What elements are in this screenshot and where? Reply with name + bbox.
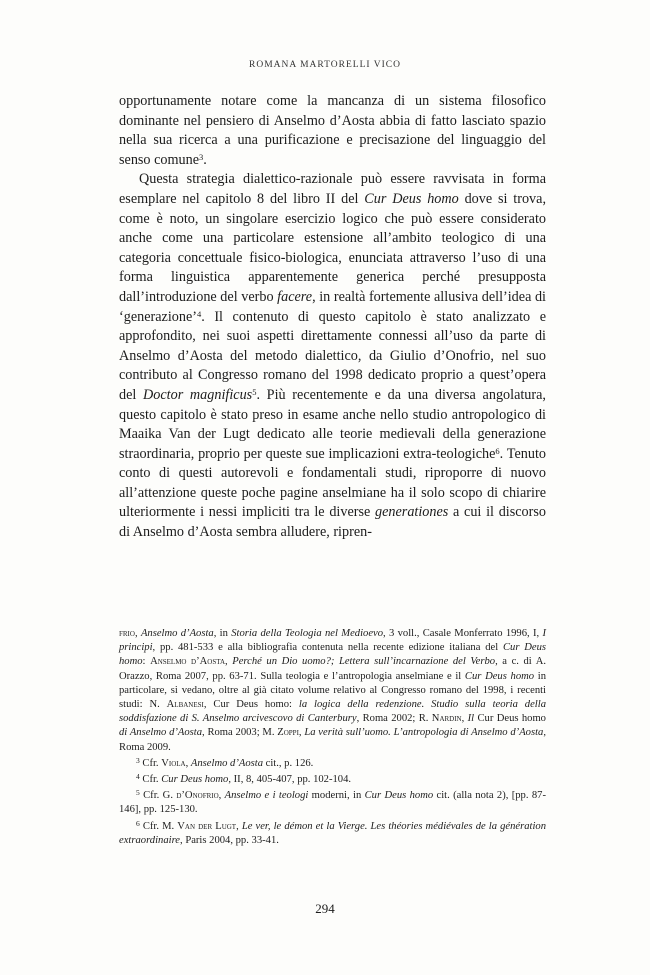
text-run: . Il contenuto di questo capitolo è stato analizzato e approfondito, nei suoi aspetti direttamente connessi all’uso da parte di Anselmo d’Aosta del metodo dialettico, da Giulio d’Onofrio, nel suo contributo al Congresso romano del 1998 dedicato proprio a quest’opera del bbox=[119, 308, 546, 403]
text-run: Cfr. M. bbox=[139, 820, 178, 832]
text-run: cit., p. 126. bbox=[263, 757, 314, 769]
italic-term: facere bbox=[277, 288, 313, 305]
running-header: ROMANA MARTORELLI VICO bbox=[249, 60, 401, 70]
text-run: a cui il discorso di Anselmo d’Aosta sembra alludere, ripren- bbox=[119, 504, 546, 541]
italic-title: di Anselmo d’Aosta bbox=[119, 727, 203, 739]
italic-title: Doctor magnificus bbox=[143, 386, 253, 403]
text-run: Cfr. bbox=[139, 757, 162, 769]
text-run: , bbox=[225, 656, 233, 668]
italic-title: la logica della redenzione. Studio sulla teoria della soddisfazione di S. Anselmo arcivescovo di Canterbury bbox=[119, 699, 546, 725]
italic-title: Cur Deus homo bbox=[119, 642, 546, 668]
italic-term: generationes bbox=[375, 504, 449, 521]
footnote-4 bbox=[119, 773, 546, 787]
page-number: 294 bbox=[315, 901, 335, 916]
text-run: , 3 voll., Casale Monferrato 1996, I, bbox=[383, 628, 543, 639]
text-run: , Roma 2003; M. bbox=[202, 727, 278, 739]
author-name: Viola bbox=[161, 757, 186, 769]
author-name: Anselmo d’Aosta bbox=[150, 656, 226, 668]
text-run: , Cur Deus homo: bbox=[203, 699, 299, 711]
text-run: , in bbox=[213, 628, 232, 639]
footnote-ref-4[interactable]: 4 bbox=[196, 308, 202, 319]
text-run: , Paris 2004, pp. 33-41. bbox=[180, 834, 279, 846]
italic-title: Anselmo e i teologi bbox=[224, 790, 309, 802]
footnote-6 bbox=[119, 820, 546, 848]
text-run: , a c. di A. Orazzo, Roma 2007, pp. 63-71. Sulla teologia e l’antropologia anselmiane e il bbox=[119, 656, 547, 682]
italic-title: Cur Deus homo bbox=[364, 790, 434, 802]
italic-title: Perché un Dio uomo?; Lettera sull’incarnazione del Verbo bbox=[232, 656, 496, 668]
text-run: , II, 8, 405-407, pp. 102-104. bbox=[228, 774, 352, 786]
italic-title: I principi bbox=[119, 628, 547, 654]
text-run: , bbox=[218, 790, 225, 802]
author-name: Albanesi bbox=[166, 699, 204, 711]
italic-title: Cur Deus homo bbox=[161, 774, 229, 786]
footnote-ref-3[interactable]: 3 bbox=[199, 151, 204, 162]
text-run: in particolare, si vedano, oltre al già citato volume relativo al Congresso romano del 1998, i recenti studi: N. bbox=[119, 670, 546, 711]
italic-title: Anselmo d’Aosta bbox=[190, 757, 263, 769]
author-name: Van der Lugt bbox=[177, 820, 237, 832]
footnote-number: 4 bbox=[136, 772, 140, 782]
author-name: d’Onofrio bbox=[176, 790, 219, 802]
text-run: , bbox=[236, 820, 242, 832]
text-run: Cfr. G. bbox=[139, 790, 177, 802]
italic-title: Storia della Teologia nel Medioevo bbox=[231, 628, 384, 639]
italic-title: Cur Deus homo bbox=[464, 670, 535, 682]
text-run: , Roma 2009. bbox=[119, 727, 546, 753]
text-run: opportunamente notare come la mancanza di un sistema filosofico dominante nel pensiero di Anselmo d’Aosta abbia di fatto lasciato spazio nella sua ricerca a una purificazione e precisazione del linguaggio del senso comune bbox=[119, 93, 546, 168]
footnote-number: 5 bbox=[136, 788, 140, 798]
text-run: : bbox=[142, 656, 151, 668]
footnote-5 bbox=[119, 789, 546, 817]
italic-title: Il bbox=[467, 713, 475, 725]
footnote-ref-6[interactable]: 6 bbox=[495, 445, 500, 456]
italic-title: Cur Deus homo bbox=[364, 190, 459, 207]
italic-title: La verità sull’uomo. L’antropologia di Anselmo d’Aosta bbox=[304, 727, 544, 739]
text-run: . Tenuto conto di questi autorevoli e fondamentali studi, riproporre di nuovo all’attenzione queste poche pagine anselmiane ha il solo scopo di chiarire ulteriormente i nessi impliciti tra le diverse bbox=[119, 445, 546, 521]
footnote-continuation bbox=[119, 627, 546, 755]
text-run: , pp. 481-533 e alla bibliografia contenuta nella recente edizione italiana del bbox=[152, 642, 503, 654]
footnote-ref-5[interactable]: 5 bbox=[252, 386, 257, 397]
text-run: . Più recentemente e da una diversa angolatura, questo capitolo è stato preso in esame anche nello studio antropologico di Maaika Van der Lugt dedicato alle teorie medievali della generazione straordinaria, proprio per queste sue implicazioni extra-teologiche bbox=[119, 386, 546, 462]
text-run: dove si trova, come è noto, un singolare esercizio logico che può essere considerato anche come una particolare estensione all’ambito teologico di una categoria concettuale fisico-biologica, enunciata attraverso l’uso di una forma linguistica apparentemente generica perché presupposta dall’introduzione del verbo bbox=[119, 190, 546, 305]
text-run: Cur Deus homo bbox=[474, 713, 546, 725]
italic-title: Anselmo d’Aosta bbox=[140, 628, 214, 639]
text-run: , Roma 2002; R. bbox=[356, 713, 432, 725]
text-run: moderni, in bbox=[308, 790, 365, 802]
text-run: . bbox=[203, 151, 207, 168]
text-run: Cfr. bbox=[139, 774, 162, 786]
text-run: , bbox=[461, 713, 468, 725]
text-run: cit. (alla nota 2), [pp. 87-146], pp. 125-130. bbox=[119, 790, 546, 816]
author-name: frio bbox=[119, 628, 135, 639]
paragraph-1 bbox=[119, 92, 546, 170]
italic-title: Le ver, le démon et la Vierge. Les théories médiévales de la génération extraordinaire bbox=[119, 820, 547, 846]
paragraph-2 bbox=[119, 170, 546, 542]
author-name: Nardin bbox=[431, 713, 462, 725]
footnotes bbox=[119, 627, 546, 850]
footnote-3 bbox=[119, 757, 546, 771]
text-run: Questa strategia dialettico-razionale può essere ravvisata in forma esemplare nel capitolo 8 del libro II del bbox=[119, 171, 546, 207]
main-text bbox=[119, 92, 546, 543]
text-run: , in realtà fortemente allusiva dell’idea di ‘generazione’ bbox=[119, 288, 547, 325]
footnote-number: 6 bbox=[136, 818, 140, 828]
text-run: , bbox=[185, 757, 191, 769]
text-run: , bbox=[298, 727, 305, 739]
text-run: , bbox=[134, 628, 141, 639]
footnote-number: 3 bbox=[136, 755, 140, 765]
author-name: Zoppi bbox=[277, 727, 299, 739]
